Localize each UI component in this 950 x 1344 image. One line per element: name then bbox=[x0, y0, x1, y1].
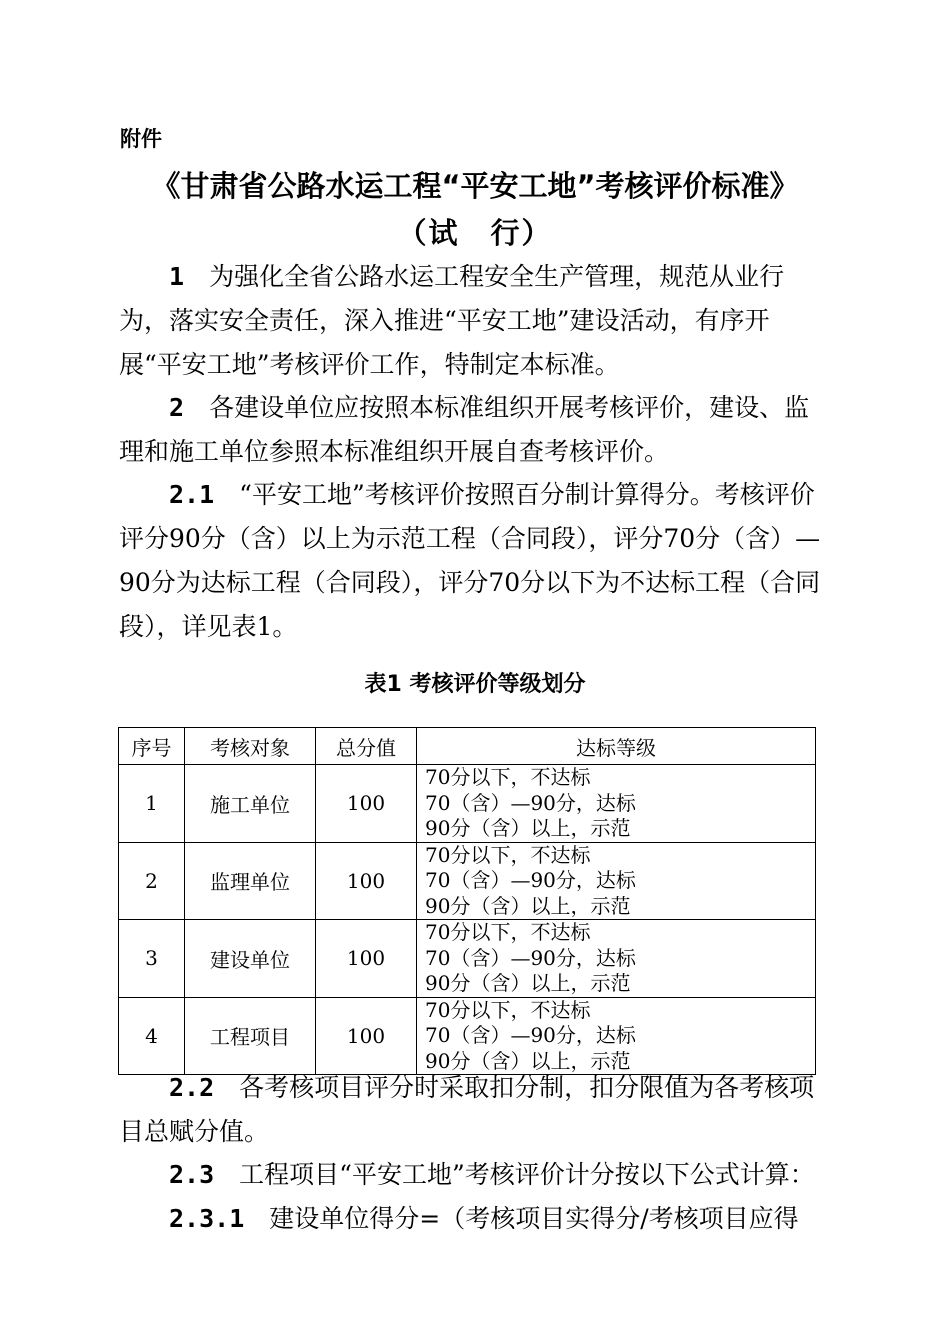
cell-no: 4 bbox=[119, 997, 185, 1075]
cell-target: 建设单位 bbox=[185, 920, 316, 998]
clause-number: 1 bbox=[169, 262, 185, 291]
cell-levels bbox=[417, 765, 816, 843]
table-header-row bbox=[119, 728, 816, 765]
paragraph-text: 各考核项目评分时采取扣分制，扣分限值为各考核项目总赋分值。 bbox=[119, 1073, 815, 1146]
header-score: 总分值 bbox=[316, 728, 417, 765]
cell-score: 100 bbox=[316, 765, 417, 843]
paragraph-text: 工程项目“平安工地”考核评价计分按以下公式计算： bbox=[239, 1160, 815, 1189]
document-subtitle: （试 行） bbox=[397, 216, 553, 250]
paragraph-text: 各建设单位应按照本标准组织开展考核评价，建设、监理和施工单位参照本标准组织开展自查考核评价。 bbox=[119, 393, 810, 466]
table-caption: 表1 考核评价等级划分 bbox=[364, 672, 586, 697]
paragraph-1 bbox=[119, 255, 831, 387]
cell-target: 施工单位 bbox=[185, 765, 316, 843]
cell-score: 100 bbox=[316, 842, 417, 920]
level-line: 90分（含）以上，示范 bbox=[425, 816, 631, 840]
cell-target: 监理单位 bbox=[185, 842, 316, 920]
paragraph-2-3-1 bbox=[119, 1197, 831, 1241]
cell-score: 100 bbox=[316, 920, 417, 998]
table-row bbox=[119, 997, 816, 1075]
paragraph-text: “平安工地”考核评价按照百分制计算得分。考核评价评分90分（含）以上为示范工程（合同段），评分70分（含）—90分为达标工程（合同段），评分70分以下为不达标工程（合同段），详见表1。 bbox=[119, 480, 821, 641]
level-line: 90分（含）以上，示范 bbox=[425, 971, 631, 995]
clause-number: 2.3.1 bbox=[169, 1204, 245, 1233]
attachment-label: 附件 bbox=[120, 127, 162, 151]
paragraph-text: 建设单位得分=（考核项目实得分/考核项目应得 bbox=[269, 1204, 799, 1233]
paragraph-text: 为强化全省公路水运工程安全生产管理，规范从业行为，落实安全责任，深入推进“平安工地”建设活动，有序开展“平安工地”考核评价工作，特制定本标准。 bbox=[119, 262, 785, 379]
level-line: 70（含）—90分，达标 bbox=[425, 945, 636, 970]
level-line: 70（含）—90分，达标 bbox=[425, 868, 636, 892]
paragraph-2-3 bbox=[119, 1153, 831, 1197]
level-line: 70分以下，不达标 bbox=[425, 842, 591, 867]
clause-number: 2 bbox=[169, 393, 185, 422]
cell-no: 2 bbox=[119, 842, 185, 920]
cell-no: 1 bbox=[119, 765, 185, 843]
cell-levels bbox=[417, 842, 816, 920]
clause-number: 2.2 bbox=[169, 1073, 215, 1102]
level-line: 70分以下，不达标 bbox=[425, 765, 591, 789]
cell-levels bbox=[417, 920, 816, 998]
cell-score: 100 bbox=[316, 997, 417, 1075]
paragraph-2 bbox=[119, 386, 831, 474]
paragraph-2-2 bbox=[119, 1066, 831, 1154]
cell-levels bbox=[417, 997, 816, 1075]
header-level: 达标等级 bbox=[417, 728, 816, 765]
document-title: 《甘肃省公路水运工程“平安工地”考核评价标准》 bbox=[151, 169, 799, 203]
paragraph-2-1 bbox=[119, 473, 831, 649]
grade-table bbox=[118, 727, 816, 1075]
clause-number: 2.3 bbox=[169, 1160, 215, 1189]
table-row bbox=[119, 842, 816, 920]
level-line: 90分（含）以上，示范 bbox=[425, 1048, 631, 1073]
level-line: 70（含）—90分，达标 bbox=[425, 1023, 636, 1047]
cell-target: 工程项目 bbox=[185, 997, 316, 1075]
clause-number: 2.1 bbox=[169, 480, 215, 509]
header-no: 序号 bbox=[119, 728, 185, 765]
level-line: 90分（含）以上，示范 bbox=[425, 893, 631, 918]
level-line: 70（含）—90分，达标 bbox=[425, 790, 636, 815]
cell-no: 3 bbox=[119, 920, 185, 998]
table-row bbox=[119, 765, 816, 843]
level-line: 70分以下，不达标 bbox=[425, 997, 591, 1022]
header-target: 考核对象 bbox=[185, 728, 316, 765]
level-line: 70分以下，不达标 bbox=[425, 920, 591, 944]
table-row bbox=[119, 920, 816, 998]
